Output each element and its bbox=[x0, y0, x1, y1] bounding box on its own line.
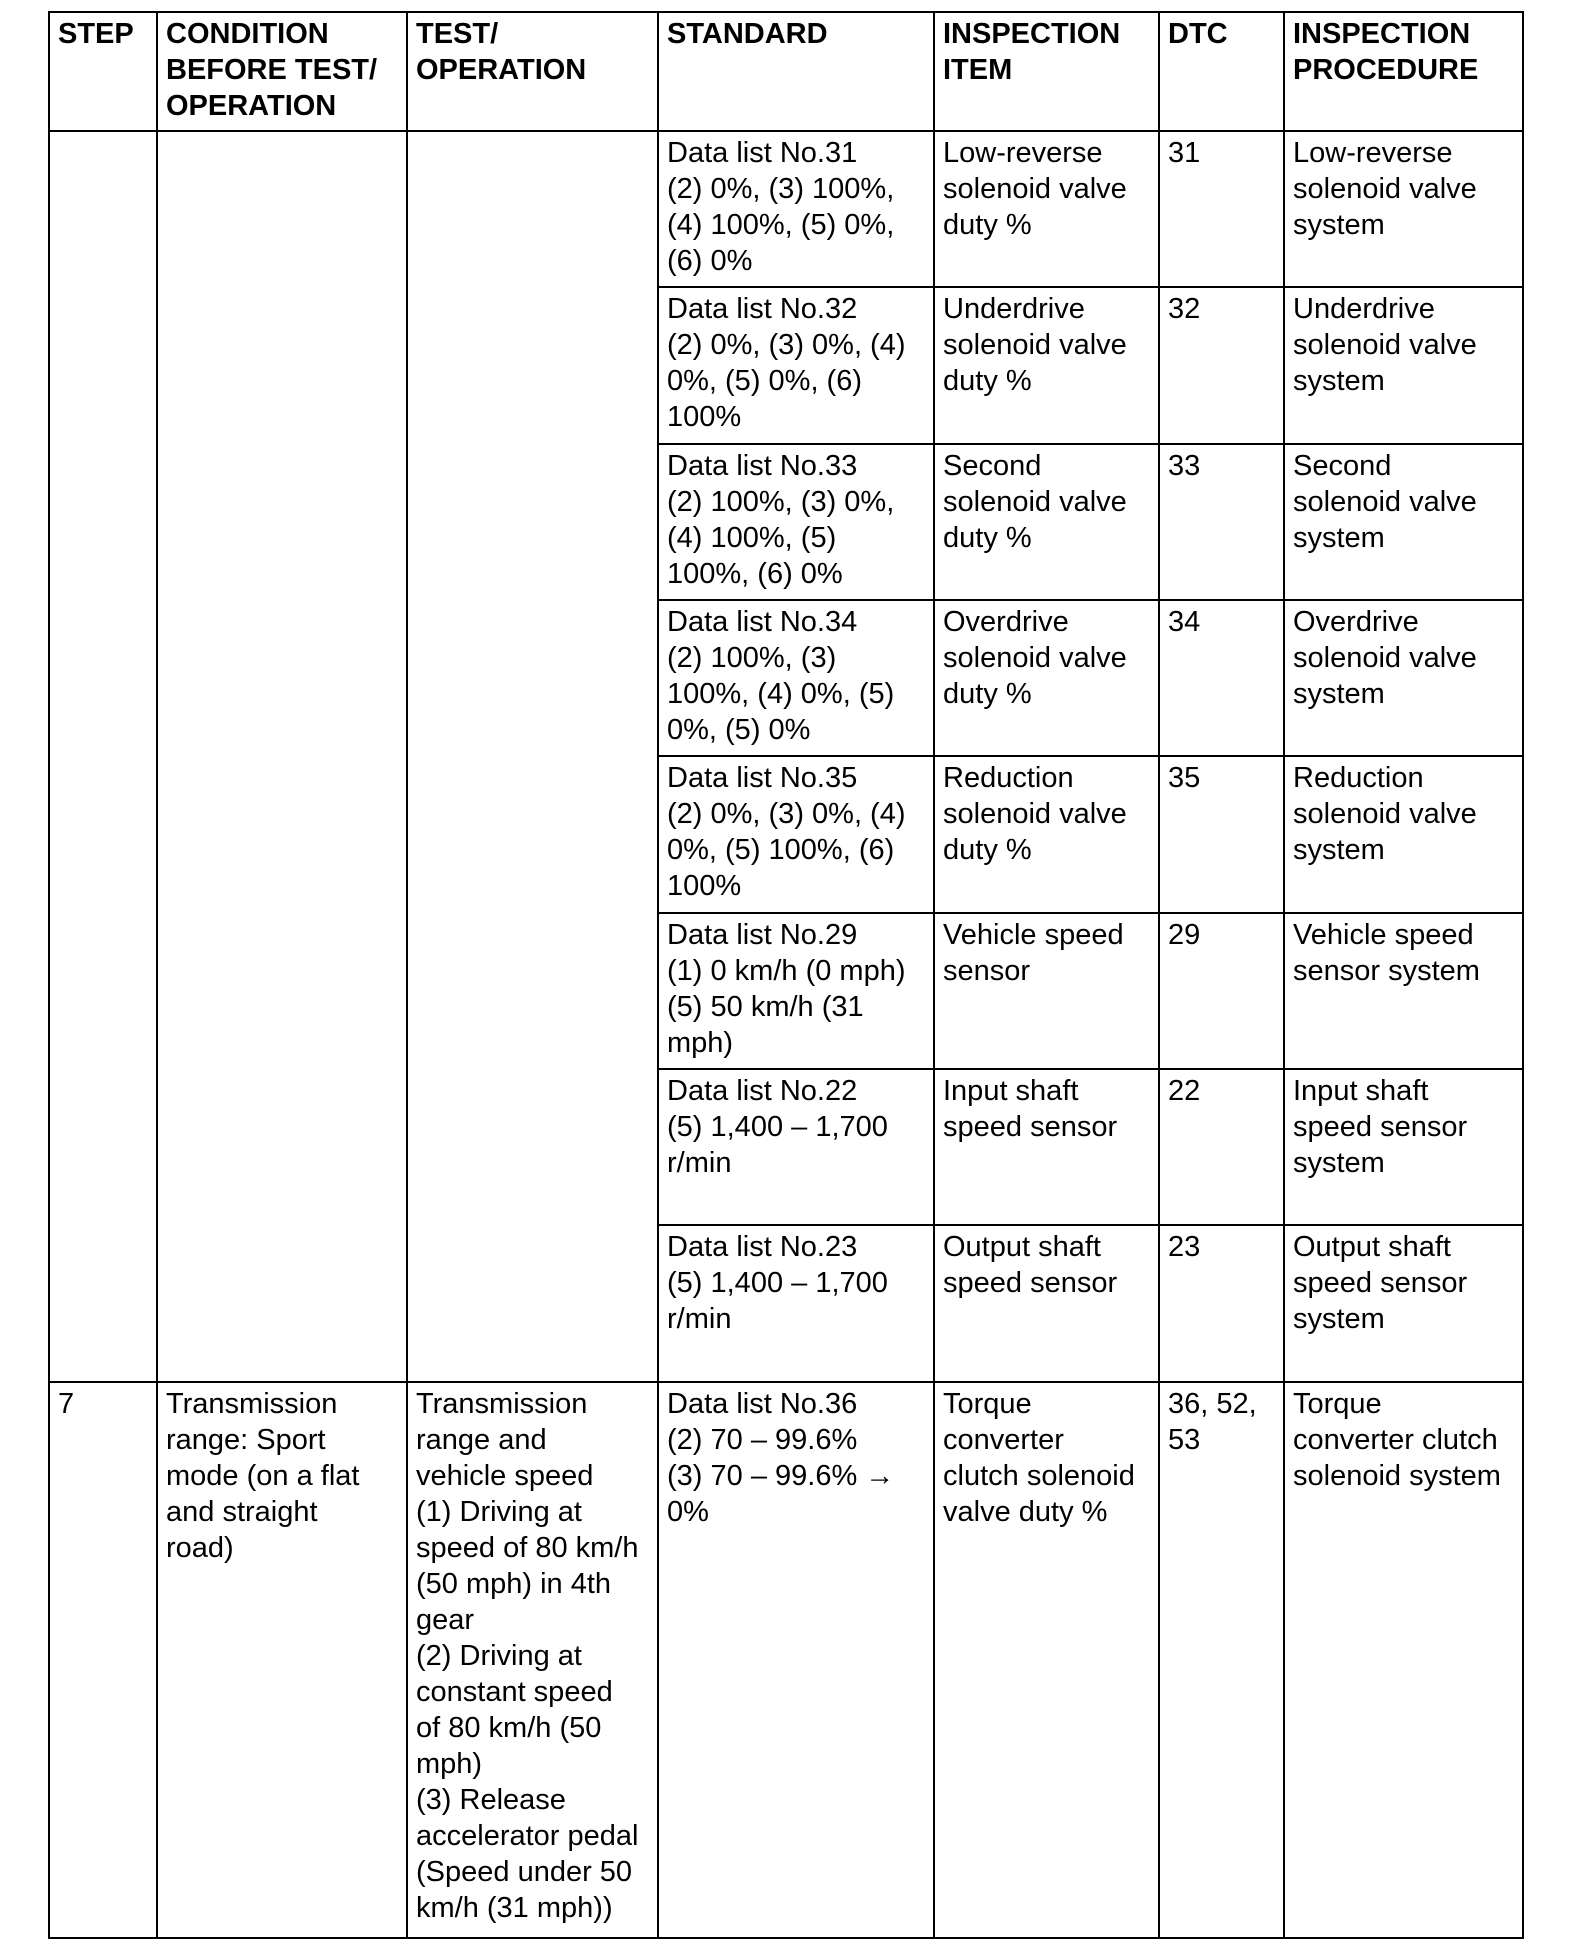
header-condition: CONDITION BEFORE TEST/ OPERATION bbox=[157, 12, 407, 131]
table-row bbox=[49, 131, 1523, 287]
step-cell-empty bbox=[49, 131, 157, 1382]
inspection-item-cell: Second solenoid valve duty % bbox=[934, 444, 1159, 600]
standard-cell: Data list No.22 (5) 1,400 – 1,700 r/min bbox=[658, 1069, 934, 1225]
inspection-item-cell: Low-reverse solenoid valve duty % bbox=[934, 131, 1159, 287]
test-cell-empty bbox=[407, 131, 658, 1382]
inspection-procedure-cell: Overdrive solenoid valve system bbox=[1284, 600, 1523, 756]
inspection-item-cell: Reduction solenoid valve duty % bbox=[934, 756, 1159, 912]
inspection-procedure-cell: Torque converter clutch solenoid system bbox=[1284, 1382, 1523, 1938]
dtc-cell: 29 bbox=[1159, 913, 1284, 1069]
standard-cell: Data list No.33 (2) 100%, (3) 0%, (4) 100%, (5) 100%, (6) 0% bbox=[658, 444, 934, 600]
dtc-cell: 32 bbox=[1159, 287, 1284, 443]
condition-cell: Transmission range: Sport mode (on a flat and straight road) bbox=[157, 1382, 407, 1938]
inspection-procedure-cell: Reduction solenoid valve system bbox=[1284, 756, 1523, 912]
dtc-cell: 36, 52, 53 bbox=[1159, 1382, 1284, 1938]
standard-cell: Data list No.36 (2) 70 – 99.6% (3) 70 – 99.6% → 0% bbox=[658, 1382, 934, 1938]
dtc-cell: 23 bbox=[1159, 1225, 1284, 1381]
standard-cell: Data list No.29 (1) 0 km/h (0 mph) (5) 50 km/h (31 mph) bbox=[658, 913, 934, 1069]
header-standard: STANDARD bbox=[658, 12, 934, 131]
inspection-item-cell: Output shaft speed sensor bbox=[934, 1225, 1159, 1381]
dtc-cell: 31 bbox=[1159, 131, 1284, 287]
inspection-item-cell: Overdrive solenoid valve duty % bbox=[934, 600, 1159, 756]
dtc-cell: 22 bbox=[1159, 1069, 1284, 1225]
test-operation-cell: Transmission range and vehicle speed (1) Driving at speed of 80 km/h (50 mph) in 4th gear (2) Driving at constant speed of 80 km/h (50 mph) (3) Release accelerator pedal (Speed under 50 km/h (31 mph)) bbox=[407, 1382, 658, 1938]
standard-cell: Data list No.35 (2) 0%, (3) 0%, (4) 0%, (5) 100%, (6) 100% bbox=[658, 756, 934, 912]
step-cell: 7 bbox=[49, 1382, 157, 1938]
header-inspection-item: INSPECTION ITEM bbox=[934, 12, 1159, 131]
condition-cell-empty bbox=[157, 131, 407, 1382]
standard-cell: Data list No.34 (2) 100%, (3) 100%, (4) 0%, (5) 0%, (5) 0% bbox=[658, 600, 934, 756]
inspection-procedure-cell: Second solenoid valve system bbox=[1284, 444, 1523, 600]
inspection-table bbox=[48, 11, 1524, 1939]
standard-cell: Data list No.23 (5) 1,400 – 1,700 r/min bbox=[658, 1225, 934, 1381]
header-inspection-procedure: INSPECTION PROCEDURE bbox=[1284, 12, 1523, 131]
inspection-item-cell: Vehicle speed sensor bbox=[934, 913, 1159, 1069]
inspection-procedure-cell: Output shaft speed sensor system bbox=[1284, 1225, 1523, 1381]
table-row-step-7 bbox=[49, 1382, 1523, 1938]
inspection-procedure-cell: Vehicle speed sensor system bbox=[1284, 913, 1523, 1069]
standard-cell: Data list No.31 (2) 0%, (3) 100%, (4) 100%, (5) 0%, (6) 0% bbox=[658, 131, 934, 287]
header-dtc: DTC bbox=[1159, 12, 1284, 131]
inspection-item-cell: Torque converter clutch solenoid valve duty % bbox=[934, 1382, 1159, 1938]
inspection-item-cell: Input shaft speed sensor bbox=[934, 1069, 1159, 1225]
header-row bbox=[49, 12, 1523, 131]
dtc-cell: 33 bbox=[1159, 444, 1284, 600]
standard-cell: Data list No.32 (2) 0%, (3) 0%, (4) 0%, (5) 0%, (6) 100% bbox=[658, 287, 934, 443]
header-test-operation: TEST/ OPERATION bbox=[407, 12, 658, 131]
inspection-procedure-cell: Low-reverse solenoid valve system bbox=[1284, 131, 1523, 287]
inspection-procedure-cell: Underdrive solenoid valve system bbox=[1284, 287, 1523, 443]
dtc-cell: 35 bbox=[1159, 756, 1284, 912]
inspection-item-cell: Underdrive solenoid valve duty % bbox=[934, 287, 1159, 443]
dtc-cell: 34 bbox=[1159, 600, 1284, 756]
inspection-procedure-cell: Input shaft speed sensor system bbox=[1284, 1069, 1523, 1225]
header-step: STEP bbox=[49, 12, 157, 131]
